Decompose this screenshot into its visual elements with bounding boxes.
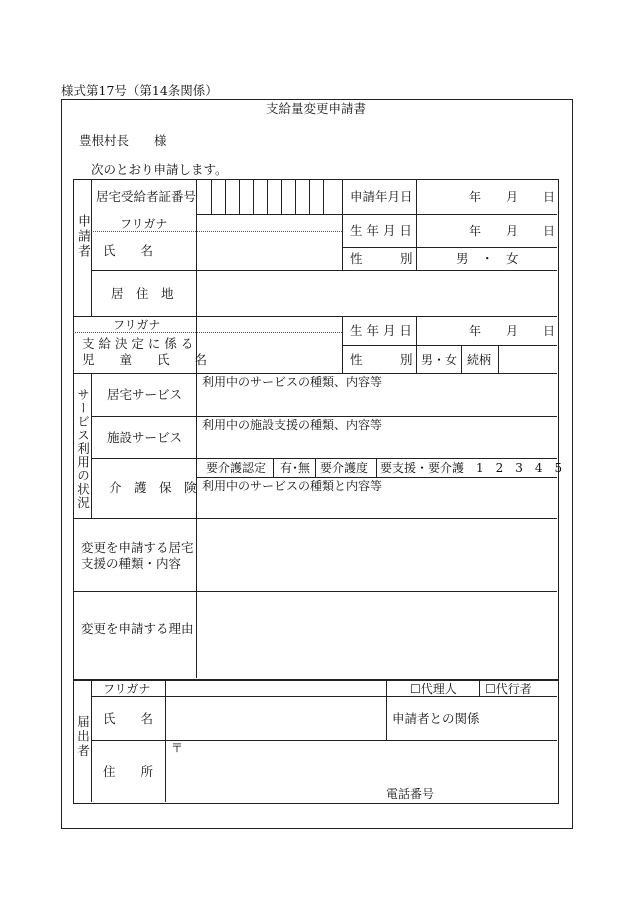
- form-number: 様式第17号（第14条関係）: [61, 83, 218, 98]
- application-day: 日: [543, 190, 556, 204]
- child-name-label-1: 支 給 決 定 に 係 る: [82, 336, 194, 351]
- applicant-sex-label: 性 別: [350, 251, 413, 266]
- care-level-label: 要介護度: [320, 461, 369, 475]
- intro-text: 次のとおり申請します。: [91, 162, 228, 177]
- child-furigana-label: フリガナ: [113, 318, 161, 332]
- facility-service-field[interactable]: [197, 433, 556, 457]
- applicant-birthdate-field[interactable]: [417, 215, 556, 246]
- service-section-label: サービス利用の状況: [75, 388, 91, 510]
- certificate-no-field[interactable]: [197, 180, 341, 213]
- applicant-furigana-field[interactable]: [197, 215, 341, 230]
- facility-service-note: 利用中の施設支援の種類、内容等: [202, 418, 383, 432]
- care-insurance-label: 介 護 保 険: [109, 480, 197, 495]
- notifier-name-field[interactable]: [166, 697, 385, 739]
- notifier-furigana-field[interactable]: [166, 681, 385, 695]
- applicant-name-field[interactable]: [197, 232, 341, 269]
- change-type-label-2: 支援の種類・内容: [81, 556, 182, 571]
- child-sex-label: 性 別: [350, 352, 413, 367]
- applicant-address-label: 居 住 地: [111, 286, 174, 301]
- certificate-no-label: 居宅受給者証番号: [96, 189, 197, 204]
- application-year: 年: [469, 190, 482, 204]
- home-service-field[interactable]: [197, 390, 556, 415]
- child-birth-month: 月: [506, 324, 519, 338]
- birth-day: 日: [543, 224, 556, 238]
- change-reason-label: 変更を申請する理由: [81, 621, 194, 636]
- notifier-address-label: 住 所: [103, 764, 154, 779]
- notifier-section-label: 届出者: [75, 715, 91, 759]
- change-type-label-1: 変更を申請する居宅: [81, 540, 194, 555]
- change-type-field[interactable]: [197, 519, 556, 590]
- applicant-birthdate-label: 生 年 月 日: [350, 223, 412, 238]
- addressee: 豊根村長 様: [79, 133, 167, 148]
- care-service-note: 利用中のサービスの種類と内容等: [202, 479, 383, 493]
- applicant-name-label: 氏 名: [103, 243, 154, 258]
- care-cert-label: 要介護認定: [206, 461, 267, 475]
- birth-month: 月: [506, 224, 519, 238]
- child-birthdate-field[interactable]: [417, 317, 556, 344]
- notifier-furigana-label: フリガナ: [103, 682, 151, 696]
- application-date-field[interactable]: [417, 180, 556, 213]
- change-reason-field[interactable]: [197, 592, 556, 677]
- child-name-field[interactable]: [197, 333, 341, 372]
- facility-service-label: 施設サービス: [107, 430, 183, 445]
- home-service-note: 利用中のサービスの種類、内容等: [202, 375, 383, 389]
- child-birth-day: 日: [543, 324, 556, 338]
- postal-mark: 〒: [171, 741, 184, 755]
- application-date-label: 申請年月日: [350, 189, 413, 204]
- care-service-field[interactable]: [197, 494, 556, 517]
- child-birth-year: 年: [469, 324, 482, 338]
- application-month: 月: [506, 190, 519, 204]
- proxy-checkbox[interactable]: ☐代理人: [410, 682, 457, 696]
- child-relation-label: 続柄: [467, 353, 492, 367]
- child-furigana-field[interactable]: [197, 317, 341, 331]
- child-birthdate-label: 生 年 月 日: [350, 323, 412, 338]
- notifier-name-label: 氏 名: [103, 711, 154, 726]
- notifier-relation-label: 申請者との関係: [392, 711, 480, 726]
- agent-checkbox[interactable]: ☐代行者: [485, 682, 532, 696]
- care-cert-value[interactable]: 有･無: [280, 461, 311, 475]
- form-title: 支給量変更申請書: [265, 101, 366, 116]
- notifier-address-field[interactable]: [166, 741, 556, 785]
- child-name-label-2: 児 童 氏 名: [82, 352, 208, 367]
- child-relation-field[interactable]: [499, 346, 556, 372]
- care-level-value[interactable]: 要支援・要介護 1 2 3 4 5: [380, 461, 563, 475]
- home-service-label: 居宅サービス: [107, 387, 183, 402]
- child-sex-options[interactable]: 男・女: [421, 353, 458, 367]
- phone-label: 電話番号: [386, 787, 435, 801]
- applicant-furigana-label: フリガナ: [120, 217, 168, 231]
- applicant-address-field[interactable]: [197, 271, 556, 315]
- birth-year: 年: [469, 224, 482, 238]
- applicant-sex-options[interactable]: 男 ・ 女: [456, 251, 519, 266]
- notifier-relation-field[interactable]: [480, 697, 556, 739]
- applicant-section-label: 申請者: [75, 214, 90, 259]
